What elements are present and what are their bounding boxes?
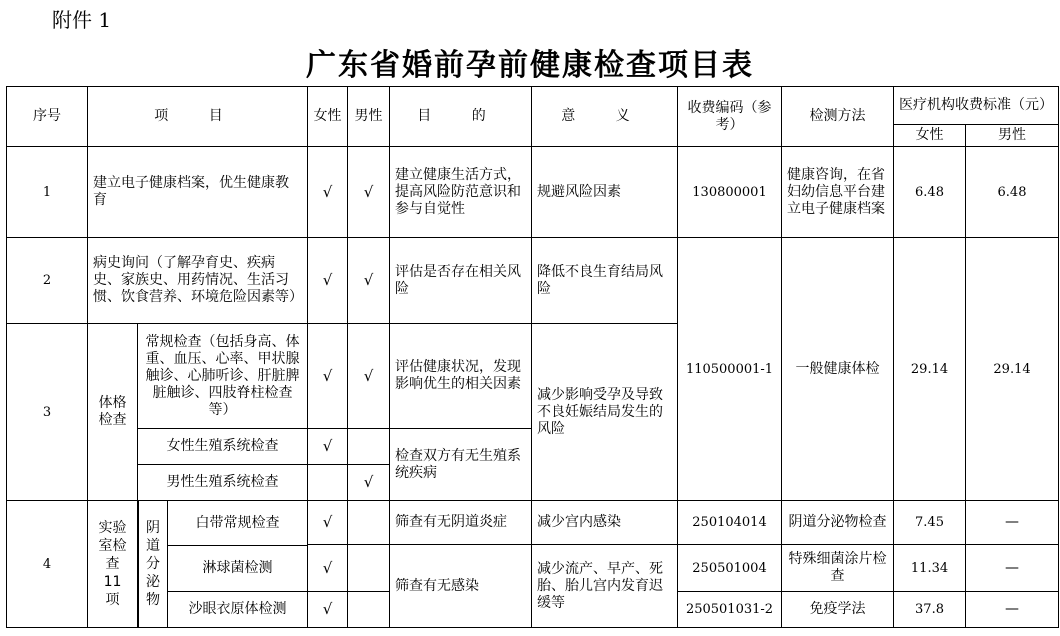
purpose-cell: 评估是否存在相关风险 — [390, 238, 532, 324]
male-check: √ — [348, 324, 390, 429]
method-cell: 健康咨询，在省妇幼信息平台建立电子健康档案 — [782, 147, 894, 238]
fee-female-cell: 6.48 — [894, 147, 966, 238]
row-number: 1 — [7, 147, 88, 238]
male-check — [348, 592, 390, 628]
header-item: 项 目 — [88, 87, 308, 147]
purpose-cell: 筛查有无感染 — [390, 545, 532, 628]
meaning-cell: 减少影响受孕及导致不良妊娠结局发生的风险 — [532, 324, 678, 501]
male-check — [348, 501, 390, 545]
male-check — [348, 429, 390, 465]
male-check — [348, 545, 390, 592]
header-no: 序号 — [7, 87, 88, 147]
fee-female-cell: 37.8 — [894, 592, 966, 628]
lab-subtable — [138, 501, 308, 628]
attachment-label: 附件 1 — [52, 8, 112, 32]
header-fee-male: 男性 — [966, 125, 1059, 147]
code-cell: 250501031-2 — [678, 592, 782, 628]
table-row — [7, 238, 1059, 324]
checkup-table — [6, 86, 1059, 628]
female-check: √ — [308, 545, 348, 592]
meaning-cell: 减少流产、早产、死胎、胎儿宫内发育迟缓等 — [532, 545, 678, 628]
header-purpose: 目 的 — [390, 87, 532, 147]
group-text: 实验室检查11项 — [98, 520, 127, 608]
method-cell: 免疫学法 — [782, 592, 894, 628]
group-text: 体格检查 — [98, 395, 127, 428]
header-female: 女性 — [308, 87, 348, 147]
meaning-cell: 减少宫内感染 — [532, 501, 678, 545]
group-label — [88, 501, 138, 628]
female-check: √ — [308, 238, 348, 324]
table-row — [7, 501, 1059, 545]
fee-female-cell: 29.14 — [894, 238, 966, 501]
fee-male-cell: — — [966, 545, 1059, 592]
male-check: √ — [348, 147, 390, 238]
fee-male-cell: 29.14 — [966, 238, 1059, 501]
item-cell: 建立电子健康档案，优生健康教育 — [88, 147, 308, 238]
header-male: 男性 — [348, 87, 390, 147]
table-row — [7, 147, 1059, 238]
fee-female-cell: 11.34 — [894, 545, 966, 592]
meaning-cell: 降低不良生育结局风险 — [532, 238, 678, 324]
subgroup-text: 阴道分泌物 — [146, 520, 160, 608]
code-cell: 110500001-1 — [678, 238, 782, 501]
female-check — [308, 465, 348, 501]
page-title: 广东省婚前孕前健康检查项目表 — [306, 48, 754, 83]
item-cell: 女性生殖系统检查 — [138, 429, 308, 465]
female-check: √ — [308, 429, 348, 465]
purpose-cell: 检查双方有无生殖系统疾病 — [390, 429, 532, 501]
fee-male-cell: — — [966, 501, 1059, 545]
male-check: √ — [348, 465, 390, 501]
lab-item: 白带常规检查 — [168, 501, 307, 546]
method-cell: 特殊细菌涂片检查 — [782, 545, 894, 592]
header-meaning: 意 义 — [532, 87, 678, 147]
item-cell: 男性生殖系统检查 — [138, 465, 308, 501]
fee-female-cell: 7.45 — [894, 501, 966, 545]
item-cell: 病史询问（了解孕育史、疾病史、家族史、用药情况、生活习惯、饮食营养、环境危险因素等） — [88, 238, 308, 324]
header-row — [7, 87, 1059, 125]
lab-item: 淋球菌检测 — [168, 546, 307, 592]
female-check: √ — [308, 324, 348, 429]
method-cell: 一般健康体检 — [782, 238, 894, 501]
method-cell: 阴道分泌物检查 — [782, 501, 894, 545]
purpose-cell: 建立健康生活方式，提高风险防范意识和参与自觉性 — [390, 147, 532, 238]
header-method: 检测方法 — [782, 87, 894, 147]
lab-item: 沙眼衣原体检测 — [188, 601, 287, 617]
code-cell: 130800001 — [678, 147, 782, 238]
item-cell: 常规检查（包括身高、体重、血压、心率、甲状腺触诊、心肺听诊、肝脏脾脏触诊、四肢脊柱检查等） — [138, 324, 308, 429]
code-cell: 250501004 — [678, 545, 782, 592]
group-label — [88, 324, 138, 501]
purpose-cell: 筛查有无阴道炎症 — [390, 501, 532, 545]
header-fee: 医疗机构收费标准（元） — [894, 87, 1059, 125]
subgroup-label — [138, 501, 168, 627]
row-number: 2 — [7, 238, 88, 324]
female-check: √ — [308, 147, 348, 238]
row-number: 3 — [7, 324, 88, 501]
code-cell: 250104014 — [678, 501, 782, 545]
fee-male-cell: 6.48 — [966, 147, 1059, 238]
male-check: √ — [348, 238, 390, 324]
fee-male-cell: — — [966, 592, 1059, 628]
header-fee-female: 女性 — [894, 125, 966, 147]
female-check: √ — [308, 501, 348, 545]
female-check: √ — [308, 592, 348, 628]
header-code: 收费编码（参考） — [678, 87, 782, 147]
purpose-cell: 评估健康状况，发现影响优生的相关因素 — [390, 324, 532, 429]
row-number: 4 — [7, 501, 88, 628]
meaning-cell: 规避风险因素 — [532, 147, 678, 238]
